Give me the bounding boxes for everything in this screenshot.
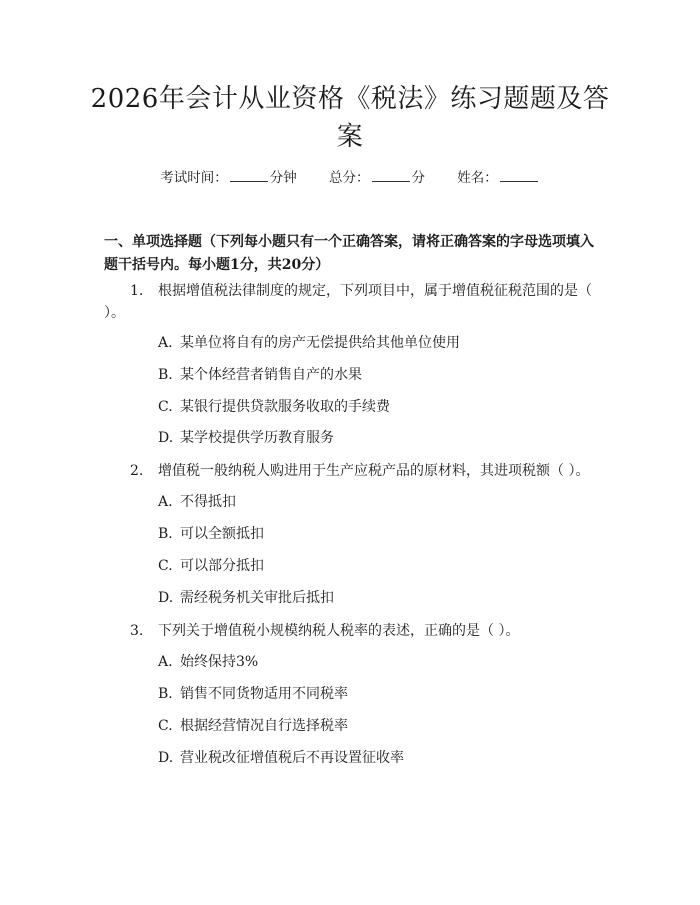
question-3 [104,620,598,642]
option-text: 根据经营情况自行选择税率 [180,718,348,734]
option-text: 需经税务机关审批后抵扣 [180,590,334,606]
question-number: 2. [130,463,144,479]
option-text: 销售不同货物适用不同税率 [180,686,348,702]
question-text: 下列关于增值税小规模纳税人税率的表述，正确的是（ ）。 [158,623,520,639]
total-score-label: 总分： [329,170,370,186]
section-heading: 一、单项选择题（下列每小题只有一个正确答案，请将正确答案的字母选项填入题干括号内。每小题1分，共20分） [104,234,594,273]
question-1-option-a [158,333,598,353]
option-letter: D. [158,750,174,766]
name-blank [500,169,538,182]
option-text: 某单位将自有的房产无偿提供给其他单位使用 [180,335,460,351]
question-1-option-b [158,365,598,385]
option-letter: B. [158,526,173,542]
option-letter: A. [158,494,173,510]
option-letter: D. [158,590,174,606]
option-text: 可以全额抵扣 [180,526,264,542]
question-2-option-a [158,492,598,512]
exam-info-line [0,168,700,188]
question-text: 根据增值税法律制度的规定，下列项目中，属于增值税征税范围的是（ ）。 [104,283,592,321]
question-number: 3. [130,623,144,639]
question-3-option-d [158,748,598,768]
exam-time-blank [230,169,268,182]
exam-time-unit: 分钟 [269,170,297,186]
name-field [457,168,540,188]
option-letter: C. [158,399,173,415]
option-letter: C. [158,718,173,734]
option-letter: B. [158,367,173,383]
question-2-option-b [158,524,598,544]
option-letter: A. [158,335,173,351]
document-title: 2026年会计从业资格《税法》练习题题及答案 [90,84,610,152]
total-score-blank [372,169,410,182]
option-text: 某银行提供贷款服务收取的手续费 [180,399,390,415]
option-text: 不得抵扣 [180,494,236,510]
total-score-field [329,168,425,188]
exam-time-label: 考试时间： [160,170,228,186]
question-2 [104,460,598,482]
total-score-unit: 分 [411,170,425,186]
question-3-option-a [158,652,598,672]
question-2-option-d [158,588,598,608]
question-1 [104,280,598,324]
question-3-option-c [158,716,598,736]
name-label: 姓名： [457,170,498,186]
option-letter: B. [158,686,173,702]
question-1-option-d [158,428,598,448]
question-number: 1. [130,283,144,299]
option-text: 营业税改征增值税后不再设置征收率 [180,750,404,766]
question-2-option-c [158,556,598,576]
option-letter: A. [158,654,173,670]
question-3-option-b [158,684,598,704]
question-1-option-c [158,397,598,417]
option-text: 某个体经营者销售自产的水果 [180,367,362,383]
option-letter: C. [158,558,173,574]
option-text: 始终保持3% [180,654,259,670]
option-letter: D. [158,430,174,446]
question-text: 增值税一般纳税人购进用于生产应税产品的原材料，其进项税额（ ）。 [158,463,590,479]
exam-time-field [160,168,297,188]
option-text: 某学校提供学历教育服务 [180,430,334,446]
option-text: 可以部分抵扣 [180,558,264,574]
